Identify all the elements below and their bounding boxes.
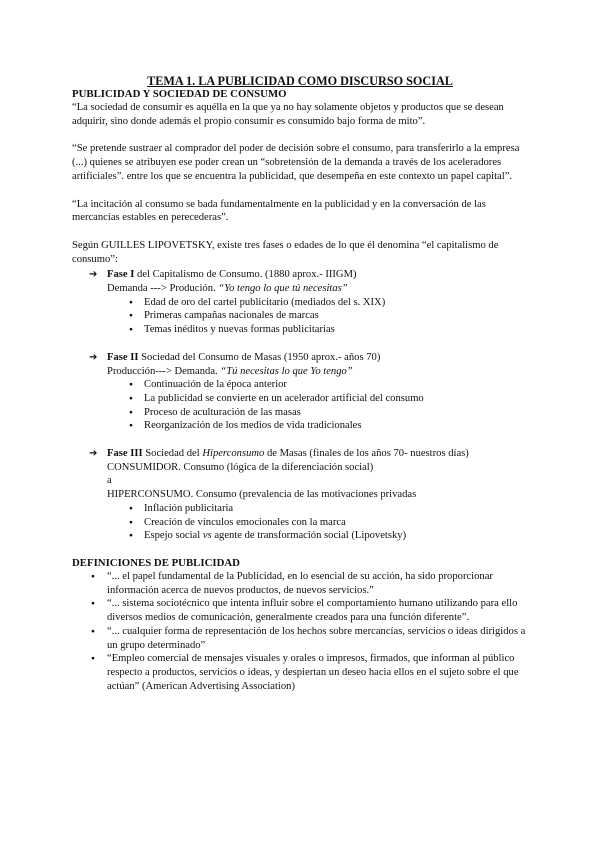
definition-item: ● “... cualquier forma de representación de los hechos sobre mercancías, servicios o ideas dirigidos a un grupo determinado” bbox=[72, 625, 528, 652]
list-item bbox=[72, 529, 528, 543]
phase-label: Fase III bbox=[107, 448, 143, 460]
list-item: ● Continuación de la época anterior bbox=[72, 378, 528, 392]
phase-label: Fase I bbox=[107, 269, 135, 281]
arrow-icon: ➔ bbox=[89, 448, 98, 460]
quote-paragraph: “La sociedad de consumir es aquélla en la que ya no hay solamente objetos y productos que se desean adquirir, sino donde además el propio consumir es consumido bajo forma de mito”. bbox=[72, 102, 504, 127]
arrow-icon: ➔ bbox=[89, 269, 98, 281]
phase-1-relation bbox=[72, 282, 528, 296]
phase-description-italic: Hiperconsumo bbox=[202, 448, 265, 460]
definition-item: ● “Empleo comercial de mensajes visuales y orales o impresos, firmados, que informan al público respecto a productos, servicios o ideas, y despiertan un deseo hacia ellos en el sujeto sobre el que actúan” (American Advertising Association) bbox=[72, 652, 528, 693]
intro-paragraph: Según GUILLES LIPOVETSKY, existe tres fases o edades de lo que él denomina “el capitalismo de consumo”: bbox=[72, 239, 499, 265]
quote-paragraph: “La incitación al consumo se bada fundamentalmente en la publicidad y en la conversación de las mercancías estables en perecederas”. bbox=[72, 198, 486, 224]
phase-1-heading bbox=[72, 268, 528, 282]
document-title: TEMA 1. LA PUBLICIDAD COMO DISCURSO SOCIAL bbox=[147, 74, 453, 88]
list-item: ● Edad de oro del cartel publicitario (mediados del s. XIX) bbox=[72, 296, 528, 310]
phase-3-line: CONSUMIDOR. Consumo (lógica de la diferenciación social) bbox=[107, 461, 374, 473]
list-item: ● Reorganización de los medios de vida tradicionales bbox=[72, 419, 528, 433]
phase-3-list bbox=[72, 502, 528, 543]
list-item: ● Creación de vínculos emocionales con la marca bbox=[72, 516, 528, 530]
list-item-vs: vs bbox=[202, 530, 212, 542]
list-item: ● Primeras campañas nacionales de marcas bbox=[72, 309, 528, 323]
phase-3-line: HIPERCONSUMO. Consumo (prevalencia de las motivaciones privadas bbox=[107, 489, 417, 501]
relation-text: Producción---> Demanda. bbox=[107, 365, 221, 377]
relation-quote: “Tú necesitas lo que Yo tengo” bbox=[220, 365, 353, 377]
section-heading-consumo: PUBLICIDAD Y SOCIEDAD DE CONSUMO bbox=[72, 88, 287, 100]
relation-quote: “Yo tengo lo que tú necesitas” bbox=[218, 283, 348, 295]
phase-2-relation bbox=[72, 365, 528, 379]
list-item-text: agente de transformación social (Lipovetsky) bbox=[211, 530, 407, 542]
list-item-text: Espejo social bbox=[144, 530, 203, 542]
phase-description: Sociedad del Consumo de Masas (1950 aprox.- años 70) bbox=[138, 351, 381, 363]
phase-description: del Capitalismo de Consumo. (1880 aprox.- IIIGM) bbox=[134, 269, 357, 281]
phase-label: Fase II bbox=[107, 351, 139, 363]
definitions-list bbox=[72, 570, 528, 693]
definition-item: ● “... el papel fundamental de la Publicidad, en lo esencial de su acción, ha sido proporcionar información acerca de nuevos productos, de nuevos servicios.” bbox=[72, 570, 528, 597]
phase-3-heading bbox=[72, 447, 528, 461]
phase-description: de Masas (finales de los años 70- nuestros días) bbox=[264, 448, 469, 460]
relation-text: Demanda ---> Produción. bbox=[107, 283, 219, 295]
document-page bbox=[72, 74, 528, 693]
phase-description: Sociedad del bbox=[142, 448, 203, 460]
definition-item: ● “... sistema sociotécnico que intenta influir sobre el comportamiento humano utilizando para ello diversos medios de comunicación, generalmente creados para una función diferente”. bbox=[72, 597, 528, 624]
list-item: ● La publicidad se convierte en un acelerador artificial del consumo bbox=[72, 392, 528, 406]
list-item: ● Inflación publicitaria bbox=[72, 502, 528, 516]
phase-2-list bbox=[72, 378, 528, 433]
arrow-icon: ➔ bbox=[89, 351, 98, 363]
phase-1-list bbox=[72, 296, 528, 337]
section-heading-definiciones: DEFINICIONES DE PUBLICIDAD bbox=[72, 556, 240, 569]
list-item: ● Proceso de aculturación de las masas bbox=[72, 406, 528, 420]
list-item: ● Temas inéditos y nuevas formas publicitarias bbox=[72, 323, 528, 337]
phase-2-heading bbox=[72, 351, 528, 365]
quote-paragraph: “Se pretende sustraer al comprador del poder de decisión sobre el consumo, para transferirlo a la empresa (...) quienes se atribuyen ese poder crean un “sobretensión de la demanda a través de los aceleradores artificiales”. entre los que se encuentra la publicidad, que desempeña en este contexto un papel capital”. bbox=[72, 143, 520, 182]
phase-3-line: a bbox=[107, 475, 112, 487]
